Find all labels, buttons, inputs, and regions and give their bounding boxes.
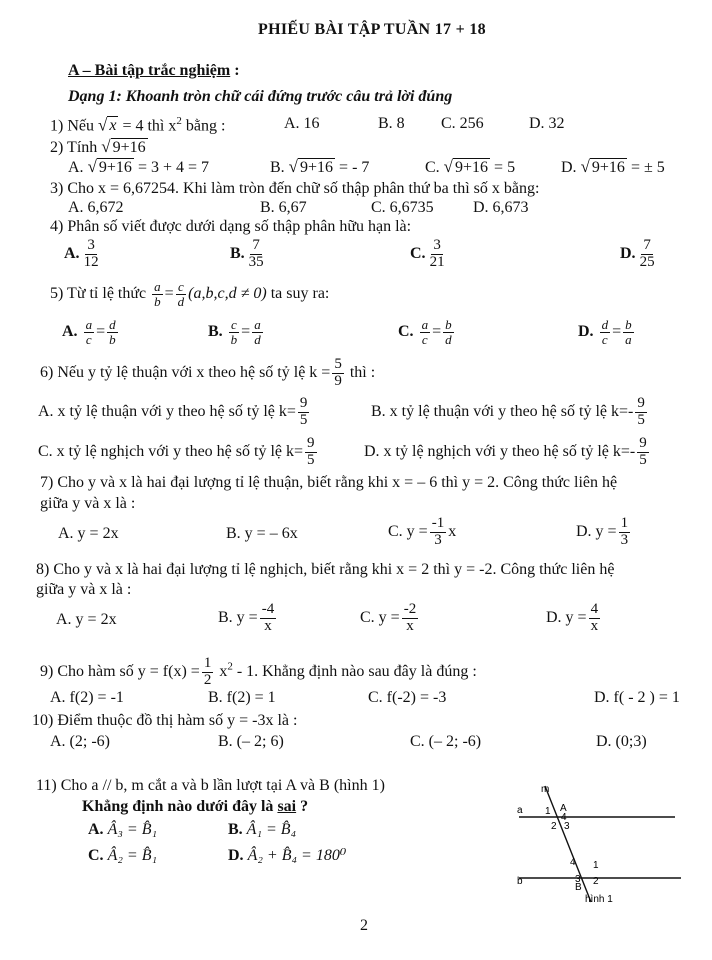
question-5: 5) Từ tỉ lệ thức $\frac{a}{b}$ = $\frac{c}{d}$ (a,b,c,d ≠ 0) ta suy ra: <box>50 279 330 309</box>
q5-option-d[interactable]: D. $\frac{d}{c}$ = $\frac{b}{a}$ <box>578 317 632 347</box>
angle-A1: 1 <box>545 806 551 817</box>
angle-A4: 4 <box>561 812 567 823</box>
q10-option-a[interactable]: A. (2; -6) <box>50 733 110 750</box>
question-1: 1) Nếu √ x = 4 thì $x^2$ bằng : <box>50 115 226 135</box>
q2-option-a[interactable]: A. √ 9+16 = 3 + 4 = 7 <box>68 157 210 176</box>
parallel-lines-figure <box>505 780 695 905</box>
angle-B4: 4 <box>570 857 576 868</box>
question-8-line2: giữa y và x là : <box>36 581 132 598</box>
q4-option-b[interactable]: B. $\frac{7}{35}$ <box>230 237 264 270</box>
q7-option-a[interactable]: A. y = 2x <box>58 525 119 542</box>
q9-option-b[interactable]: B. f(2) = 1 <box>208 689 276 706</box>
label-a: a <box>517 805 523 816</box>
q9-option-d[interactable]: D. f( - 2 ) = 1 <box>594 689 680 706</box>
question-11-line2: Khẳng định nào dưới đây là sai ? <box>82 798 309 815</box>
angle-A3: 3 <box>564 821 570 832</box>
q10-option-d[interactable]: D. (0;3) <box>596 733 647 750</box>
question-7: 7) Cho y và x là hai đại lượng tỉ lệ thuận, biết rằng khi x = – 6 thì y = 2. Công thức liên hệ <box>40 474 618 491</box>
question-9: 9) Cho hàm số y = f(x) = $\frac{1}{2}$ $x^2 - 1$. Khẳng định nào sau đây là đúng : <box>40 655 477 688</box>
q11-option-a[interactable]: A. Â₃ = B̂₁ <box>88 821 158 838</box>
angle-B2: 2 <box>593 876 599 887</box>
line-m <box>545 786 591 902</box>
q2-option-c[interactable]: C. √ 9+16 = 5 <box>425 157 516 176</box>
section-heading: A – Bài tập trắc nghiệm : <box>68 62 240 79</box>
exercise-type-heading: Dạng 1: Khoanh tròn chữ cái đứng trước câu trả lời đúng <box>68 88 453 105</box>
label-b: b <box>517 876 523 887</box>
q7-option-c[interactable]: C. y = $\frac{-1}{3}$ x <box>388 515 457 548</box>
q11-option-c[interactable]: C. Â₂ = B̂₁ <box>88 847 158 864</box>
question-4: 4) Phân số viết được dưới dạng số thập phân hữu hạn là: <box>50 218 412 235</box>
question-7-line2: giữa y và x là : <box>40 495 136 512</box>
label-m: m <box>541 784 550 795</box>
q8-option-a[interactable]: A. y = 2x <box>56 611 117 628</box>
q3-option-d[interactable]: D. 6,673 <box>473 199 529 216</box>
question-8: 8) Cho y và x là hai đại lượng tỉ lệ nghịch, biết rằng khi x = 2 thì y = -2. Công thức liên hệ <box>36 561 615 578</box>
question-3: 3) Cho x = 6,67254. Khi làm tròn đến chữ số thập phân thứ ba thì số x bằng: <box>50 180 540 197</box>
q10-option-b[interactable]: B. (– 2; 6) <box>218 733 284 750</box>
page-number: 2 <box>360 917 368 934</box>
q6-option-d[interactable]: D. x tỷ lệ nghịch với y theo hệ số tỷ lệ k=- $\frac{9}{5}$ <box>364 435 647 468</box>
q8-option-d[interactable]: D. y = $\frac{4}{x}$ <box>546 601 599 634</box>
q2-option-b[interactable]: B. √ 9+16 = - 7 <box>270 157 370 176</box>
question-6: 6) Nếu y tỷ lệ thuận với x theo hệ số tỷ lệ k = $\frac{5}{9}$ thì : <box>40 356 376 389</box>
q3-option-c[interactable]: C. 6,6735 <box>371 199 434 216</box>
question-10: 10) Điểm thuộc đồ thị hàm số y = -3x là : <box>32 712 298 729</box>
question-11: 11) Cho a // b, m cắt a và b lần lượt tại A và B (hình 1) <box>36 777 385 794</box>
q11-option-d[interactable]: D. Â₂ + B̂₄ = 180⁰ <box>228 847 347 864</box>
q8-option-b[interactable]: B. y = $\frac{-4}{x}$ <box>218 601 275 634</box>
q3-option-a[interactable]: A. 6,672 <box>68 199 124 216</box>
question-2: 2) Tính √ 9+16 <box>50 137 146 156</box>
angle-B1: 1 <box>593 860 599 871</box>
label-A: A <box>560 803 567 814</box>
q9-option-c[interactable]: C. f(-2) = -3 <box>368 689 447 706</box>
q10-option-c[interactable]: C. (– 2; -6) <box>410 733 482 750</box>
q1-option-b[interactable]: B. 8 <box>378 115 405 132</box>
q7-option-b[interactable]: B. y = – 6x <box>226 525 298 542</box>
figure-caption: hình 1 <box>585 894 613 905</box>
q3-option-b[interactable]: B. 6,67 <box>260 199 307 216</box>
q5-option-a[interactable]: A. $\frac{a}{c}$ = $\frac{d}{b}$ <box>62 317 116 347</box>
q5-option-b[interactable]: B. $\frac{c}{b}$ = $\frac{a}{d}$ <box>208 317 261 347</box>
q2-option-d[interactable]: D. √ 9+16 = ± 5 <box>561 157 665 176</box>
q5-option-c[interactable]: C. $\frac{a}{c}$ = $\frac{b}{d}$ <box>398 317 452 347</box>
angle-B3: 3 <box>575 874 581 885</box>
label-B: B <box>575 882 582 893</box>
q9-option-a[interactable]: A. f(2) = -1 <box>50 689 124 706</box>
q4-option-a[interactable]: A. $\frac{3}{12}$ <box>64 237 99 270</box>
q1-option-d[interactable]: D. 32 <box>529 115 565 132</box>
page-title: PHIẾU BÀI TẬP TUẦN 17 + 18 <box>258 21 486 38</box>
angle-A2: 2 <box>551 821 557 832</box>
q4-option-c[interactable]: C. $\frac{3}{21}$ <box>410 237 445 270</box>
q1-option-c[interactable]: C. 256 <box>441 115 484 132</box>
q4-option-d[interactable]: D. $\frac{7}{25}$ <box>620 237 655 270</box>
q6-option-c[interactable]: C. x tỷ lệ nghịch với y theo hệ số tỷ lệ k= $\frac{9}{5}$ <box>38 435 315 468</box>
q6-option-b[interactable]: B. x tỷ lệ thuận với y theo hệ số tỷ lệ k=- $\frac{9}{5}$ <box>371 395 645 428</box>
q7-option-d[interactable]: D. y = $\frac{1}{3}$ <box>576 515 629 548</box>
q8-option-c[interactable]: C. y = $\frac{-2}{x}$ <box>360 601 417 634</box>
q6-option-a[interactable]: A. x tỷ lệ thuận với y theo hệ số tỷ lệ k= $\frac{9}{5}$ <box>38 395 308 428</box>
q1-option-a[interactable]: A. 16 <box>284 115 320 132</box>
q11-option-b[interactable]: B. Â₁ = B̂₄ <box>228 821 297 838</box>
